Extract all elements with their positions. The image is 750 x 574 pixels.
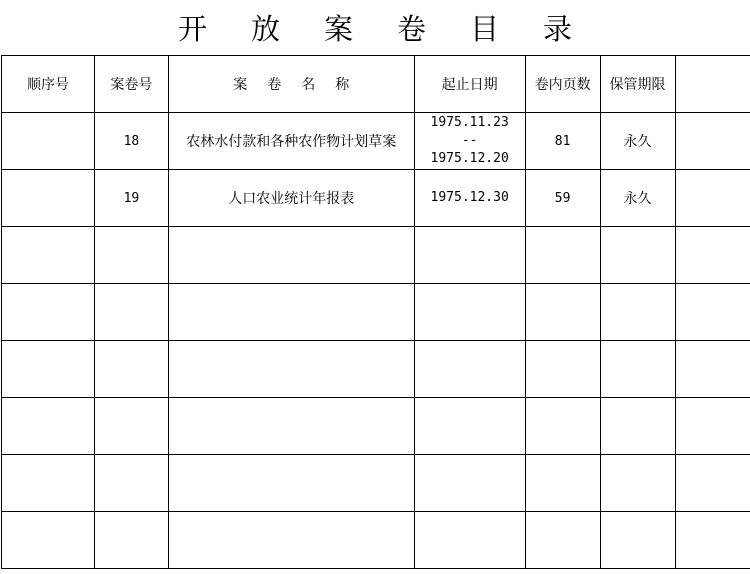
cell-extra: [675, 170, 750, 227]
empty-row: [2, 227, 750, 284]
col-header-retention: 保管期限: [600, 56, 675, 113]
empty-row: [2, 341, 750, 398]
date-start: 1975.11.23: [430, 115, 509, 130]
date-start: 1975.12.30: [430, 190, 509, 205]
header-row: [2, 56, 750, 113]
catalog-table: [1, 55, 750, 569]
col-header-file-no: 案卷号: [94, 56, 168, 113]
cell-seq: [2, 113, 95, 170]
empty-row: [2, 512, 750, 569]
col-header-dates: 起止日期: [414, 56, 525, 113]
col-header-name: 案卷名称: [168, 56, 414, 113]
cell-file-no: 19: [94, 170, 168, 227]
empty-row: [2, 284, 750, 341]
empty-row: [2, 398, 750, 455]
table-row: [2, 113, 750, 170]
cell-dates: [414, 113, 525, 170]
cell-name: 人口农业统计年报表: [168, 170, 414, 227]
col-header-pages: 卷内页数: [525, 56, 600, 113]
cell-pages: 59: [525, 170, 600, 227]
page-title: 开放案卷目录: [177, 12, 616, 46]
cell-retention: 永久: [600, 113, 675, 170]
col-header-extra: [675, 56, 750, 113]
date-end: 1975.12.20: [430, 151, 509, 166]
cell-retention: 永久: [600, 170, 675, 227]
col-header-seq: 顺序号: [2, 56, 95, 113]
table-row: [2, 170, 750, 227]
cell-pages: 81: [525, 113, 600, 170]
empty-row: [2, 455, 750, 512]
cell-seq: [2, 170, 95, 227]
cell-file-no: 18: [94, 113, 168, 170]
cell-name: 农林水付款和各种农作物计划草案: [168, 113, 414, 170]
date-separator: --: [461, 133, 478, 148]
cell-dates: [414, 170, 525, 227]
cell-extra: [675, 113, 750, 170]
